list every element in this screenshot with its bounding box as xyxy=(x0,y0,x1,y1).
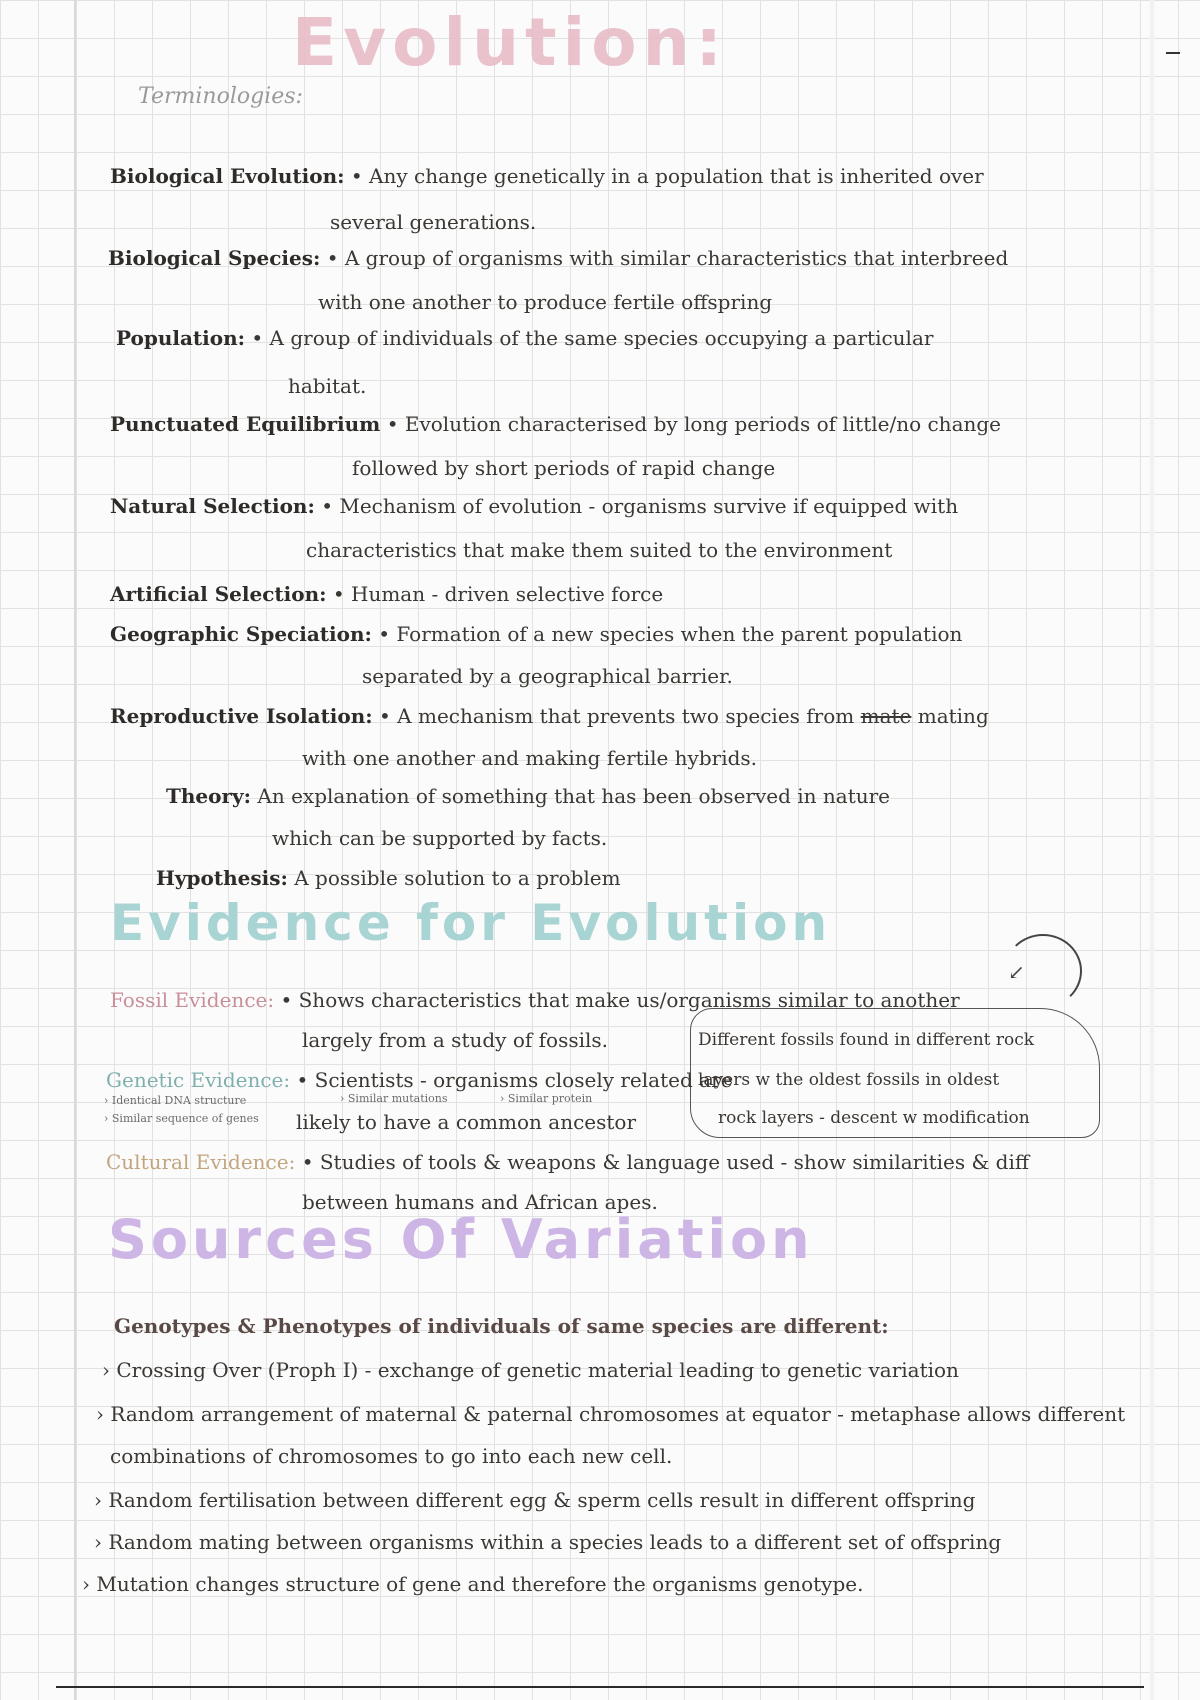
list-item: › Crossing Over (Proph I) - exchange of genetic material leading to genetic variation xyxy=(102,1358,959,1382)
term-definition: • A group of organisms with similar characteristics that interbreed xyxy=(326,246,1009,270)
term-theory xyxy=(166,784,890,808)
note-line: rock layers - descent w modification xyxy=(718,1108,1030,1128)
genetic-evidence xyxy=(106,1068,732,1092)
term-definition: • A group of individuals of the same species occupying a particular xyxy=(251,326,934,350)
term-hypothesis xyxy=(156,866,621,890)
term-population xyxy=(116,326,933,350)
term-definition-continued: likely to have a common ancestor xyxy=(296,1110,637,1134)
crossed-out-word: mate xyxy=(860,704,912,728)
page-title: Evolution: xyxy=(292,4,728,81)
term-definition-continued: characteristics that make them suited to the environment xyxy=(306,538,893,562)
term-definition-continued: several generations. xyxy=(330,210,537,234)
term-definition: A possible solution to a problem xyxy=(294,866,621,890)
sources-heading: Sources Of Variation xyxy=(108,1208,814,1271)
term-definition-end: mating xyxy=(917,704,989,728)
evidence-heading: Evidence for Evolution xyxy=(110,894,832,952)
term-definition: An explanation of something that has been observed in nature xyxy=(257,784,891,808)
term-label: Geographic Speciation: xyxy=(110,622,372,646)
term-definition: • Mechanism of evolution - organisms survive if equipped with xyxy=(321,494,959,518)
term-label: Theory: xyxy=(166,784,252,808)
term-label: Population: xyxy=(116,326,246,350)
term-definition-continued: with one another to produce fertile offspring xyxy=(318,290,773,314)
term-label: Biological Species: xyxy=(108,246,321,270)
term-label: Cultural Evidence: xyxy=(106,1150,296,1174)
term-definition: • A mechanism that prevents two species from xyxy=(379,704,855,728)
term-definition-continued: between humans and African apes. xyxy=(302,1190,658,1214)
margin-line xyxy=(74,0,76,1700)
term-definition-continued: separated by a geographical barrier. xyxy=(362,664,733,688)
term-label: Fossil Evidence: xyxy=(110,988,275,1012)
term-natural-selection xyxy=(110,494,958,518)
term-biological-species xyxy=(108,246,1008,270)
page-edge xyxy=(1150,0,1154,1700)
term-definition: • Any change genetically in a population that is inherited over xyxy=(350,164,984,188)
term-label: Natural Selection: xyxy=(110,494,315,518)
term-artificial-selection xyxy=(110,582,663,606)
term-label: Reproductive Isolation: xyxy=(110,704,373,728)
list-item: › Mutation changes structure of gene and therefore the organisms genotype. xyxy=(82,1572,864,1596)
list-item: › Random mating between organisms within a species leads to a different set of offspring xyxy=(94,1530,1002,1554)
term-definition: • Shows characteristics that make us/organisms similar to another xyxy=(280,988,960,1012)
genetic-note: › Similar mutations xyxy=(340,1092,448,1105)
list-item: › Random fertilisation between different egg & sperm cells result in different offspring xyxy=(94,1488,976,1512)
arrow-head-icon: ↙ xyxy=(1008,960,1025,984)
term-definition-continued: habitat. xyxy=(288,374,367,398)
note-line: Different fossils found in different rock xyxy=(698,1030,1035,1050)
term-definition: • Formation of a new species when the parent population xyxy=(378,622,963,646)
page-mark xyxy=(1166,52,1180,54)
term-definition-continued: which can be supported by facts. xyxy=(272,826,608,850)
cultural-evidence xyxy=(106,1150,1029,1174)
term-definition: • Evolution characterised by long periods of little/no change xyxy=(386,412,1002,436)
term-definition-continued: largely from a study of fossils. xyxy=(302,1028,609,1052)
list-item-continued: combinations of chromosomes to go into each new cell. xyxy=(110,1444,673,1468)
note-line: layers w the oldest fossils in oldest xyxy=(698,1070,1000,1090)
term-definition: • Scientists - organisms closely related are xyxy=(296,1068,733,1092)
subtitle: Terminologies: xyxy=(138,84,303,109)
bottom-rule xyxy=(56,1686,1144,1688)
term-geographic-speciation xyxy=(110,622,962,646)
term-label: Hypothesis: xyxy=(156,866,288,890)
genetic-note: › Similar protein xyxy=(500,1092,593,1105)
term-definition-continued: with one another and making fertile hybrids. xyxy=(302,746,758,770)
genetic-note: › Similar sequence of genes xyxy=(104,1112,259,1125)
term-biological-evolution xyxy=(110,164,984,188)
term-label: Biological Evolution: xyxy=(110,164,345,188)
term-definition: • Human - driven selective force xyxy=(332,582,664,606)
term-label: Genetic Evidence: xyxy=(106,1068,291,1092)
term-reproductive-isolation xyxy=(110,704,989,728)
genetic-note: › Identical DNA structure xyxy=(104,1094,247,1107)
sources-intro: Genotypes & Phenotypes of individuals of same species are different: xyxy=(114,1314,889,1338)
term-definition: • Studies of tools & weapons & language used - show similarities & diff xyxy=(301,1150,1030,1174)
term-label: Artificial Selection: xyxy=(110,582,327,606)
term-definition-continued: followed by short periods of rapid change xyxy=(352,456,776,480)
list-item: › Random arrangement of maternal & paternal chromosomes at equator - metaphase allows different xyxy=(96,1402,1126,1426)
term-label: Punctuated Equilibrium xyxy=(110,412,381,436)
term-punctuated-equilibrium xyxy=(110,412,1001,436)
